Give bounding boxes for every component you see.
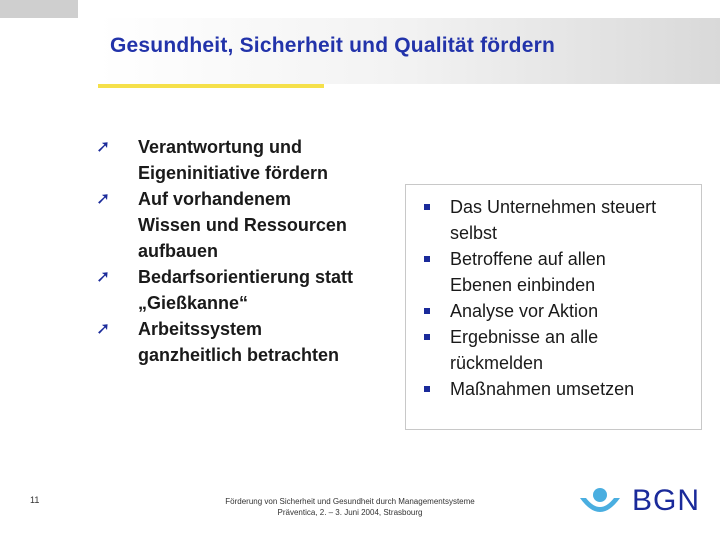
- square-bullet-icon: [424, 334, 430, 340]
- text-line: Maßnahmen umsetzen: [450, 379, 635, 399]
- left-list-item: [96, 186, 396, 264]
- right-list-item: [404, 246, 704, 298]
- text-line: „Gießkanne“: [138, 293, 249, 313]
- text-line: Ergebnisse an alle: [450, 327, 599, 347]
- right-item-text: [450, 376, 634, 402]
- slide-title: Gesundheit, Sicherheit und Qualität fördern: [110, 34, 555, 57]
- text-line: Wissen und Ressourcen: [138, 215, 347, 235]
- text-line: Auf vorhandenem: [138, 189, 292, 209]
- text-line: ganzheitlich betrachten: [138, 345, 340, 365]
- page-number: 11: [30, 495, 40, 505]
- left-list-item: [96, 264, 396, 316]
- text-line: Ebenen einbinden: [450, 275, 596, 295]
- left-item-text: [138, 316, 339, 368]
- right-item-text: [450, 194, 656, 246]
- left-item-text: [138, 264, 353, 316]
- text-line: Analyse vor Aktion: [450, 301, 599, 321]
- right-list-item: [404, 298, 704, 324]
- square-bullet-icon: [424, 386, 430, 392]
- text-line: Das Unternehmen steuert: [450, 197, 657, 217]
- right-item-text: [450, 298, 598, 324]
- text-line: rückmelden: [450, 353, 544, 373]
- square-bullet-icon: [424, 308, 430, 314]
- text-line: selbst: [450, 223, 498, 243]
- logo-text: BGN: [632, 484, 701, 517]
- square-bullet-icon: [424, 256, 430, 262]
- text-line: Bedarfsorientierung statt: [138, 267, 354, 287]
- text-line: Eigeninitiative fördern: [138, 163, 329, 183]
- footer-line: Förderung von Sicherheit und Gesundheit durch Managementsysteme: [225, 497, 475, 506]
- square-bullet-icon: [424, 204, 430, 210]
- corner-decoration: [0, 0, 78, 18]
- left-item-text: [138, 134, 328, 186]
- footer-text: [190, 496, 510, 518]
- text-line: Arbeitssystem: [138, 319, 263, 339]
- right-list-item: [404, 324, 704, 376]
- left-list-item: [96, 316, 396, 368]
- arrow-bullet-icon: ➚: [96, 189, 111, 208]
- arrow-bullet-icon: ➚: [96, 319, 111, 338]
- text-line: Betroffene auf allen: [450, 249, 606, 269]
- right-item-text: [450, 324, 598, 376]
- arrow-bullet-icon: ➚: [96, 267, 111, 286]
- left-bullet-list: [96, 134, 396, 368]
- title-underline: [98, 84, 324, 88]
- left-item-text: [138, 186, 347, 264]
- right-item-text: [450, 246, 606, 298]
- footer-line: Präventica, 2. – 3. Juni 2004, Strasbourg: [277, 508, 423, 517]
- text-line: Verantwortung und: [138, 137, 302, 157]
- right-list-item: [404, 376, 704, 402]
- text-line: aufbauen: [138, 241, 219, 261]
- right-list-item: [404, 194, 704, 246]
- left-list-item: [96, 134, 396, 186]
- arrow-bullet-icon: ➚: [96, 137, 111, 156]
- right-bullet-list: [404, 194, 704, 402]
